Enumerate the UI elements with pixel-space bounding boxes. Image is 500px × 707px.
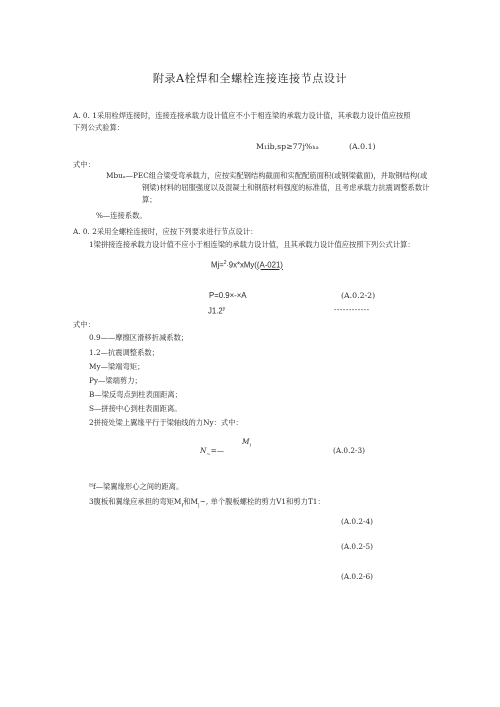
def-mbu-line3: 算； — [142, 195, 157, 204]
clause-a01-text-cont: 下列公式验算： — [73, 123, 125, 132]
where-label: 式中： — [73, 160, 95, 169]
formula-a01: M₁ib,sp≥77j%ₕₐ — [256, 142, 319, 151]
def-b-distance: B—梁反弯点到柱表面距离； — [89, 390, 182, 399]
where-label-2: 式中： — [73, 320, 95, 329]
formula-a025-number: (A.0.2-5) — [341, 542, 373, 551]
def-mbu-line2: 钢梁)材料的屈服强度以及混凝土和钢筋材料强度的标准值，且考虑承载力抗震调整系数计 — [142, 183, 430, 192]
page-title: 附录A栓焊和全螺栓连接连接节点设计 — [152, 72, 348, 85]
formula-a023-number: (A.0.2-3) — [333, 446, 365, 455]
formula-a022-dashes: ------------ — [334, 305, 370, 314]
def-seismic-factor: 1.2—抗震调整系数； — [89, 348, 159, 357]
clause-a02-item3: 3腹板和翼缘应承担的弯矩$M_f$和$M_|\sim$, 单个腹板螺栓的剪力V1和剪力T1： — [89, 497, 325, 509]
formula-a022-line2: J1.2$^y$ — [208, 306, 226, 316]
clause-a02-item2: 2拼接处梁上翼缘平行于梁轴线的力Ny：式中： — [89, 418, 243, 427]
def-shear: Py—梁端剪力； — [89, 376, 142, 385]
formula-a023-numerator: $M_i$ — [242, 437, 252, 449]
def-flange-distance: ᴴf—梁翼缘形心之间的距离。 — [89, 482, 184, 491]
formula-a022-number: (A.0.2-2) — [341, 291, 376, 300]
def-moment: My—梁端弯矩； — [89, 362, 145, 371]
formula-a01-number: (A.0.1) — [349, 142, 376, 151]
formula-a026-number: (A.0.2-6) — [341, 572, 373, 581]
def-mbu-line1: Mbuₐ—PEC组合梁受弯承载力，应按实配钢结构截面和实配配筋面积(或钢梁截面)，并取钢结构(或 — [106, 171, 428, 180]
clause-a02-text: A. 0. 2采用全螺栓连接时，应按下列要求进行节点设计： — [73, 227, 258, 236]
clause-a01-text: A. 0. 1采用栓焊连接时，连接连接承载力设计值应不小于相连梁的承载力设计值，其承载力设计值应按照 — [73, 111, 411, 120]
formula-a024-number: (A.0.2-4) — [341, 517, 373, 526]
formula-a023-lhs: $N_\sim=—$ — [200, 446, 225, 458]
clause-a02-item1: 1梁拼接连接承载力设计值不应小于相连梁的承载力设计值，且其承载力设计值应按照下列公式计算： — [89, 240, 415, 249]
def-s-distance: S—拼接中心到柱表面距离。 — [89, 404, 182, 413]
formula-a021: Mj=$^2$∙9x*xMy((A-021) — [211, 260, 283, 270]
formula-a022-line1: P=0.9×-×A — [209, 291, 247, 300]
def-slip-factor: 0.9——摩擦区滑移折减系数； — [89, 333, 189, 342]
def-connection-coef: %—连接系数。 — [96, 211, 147, 220]
